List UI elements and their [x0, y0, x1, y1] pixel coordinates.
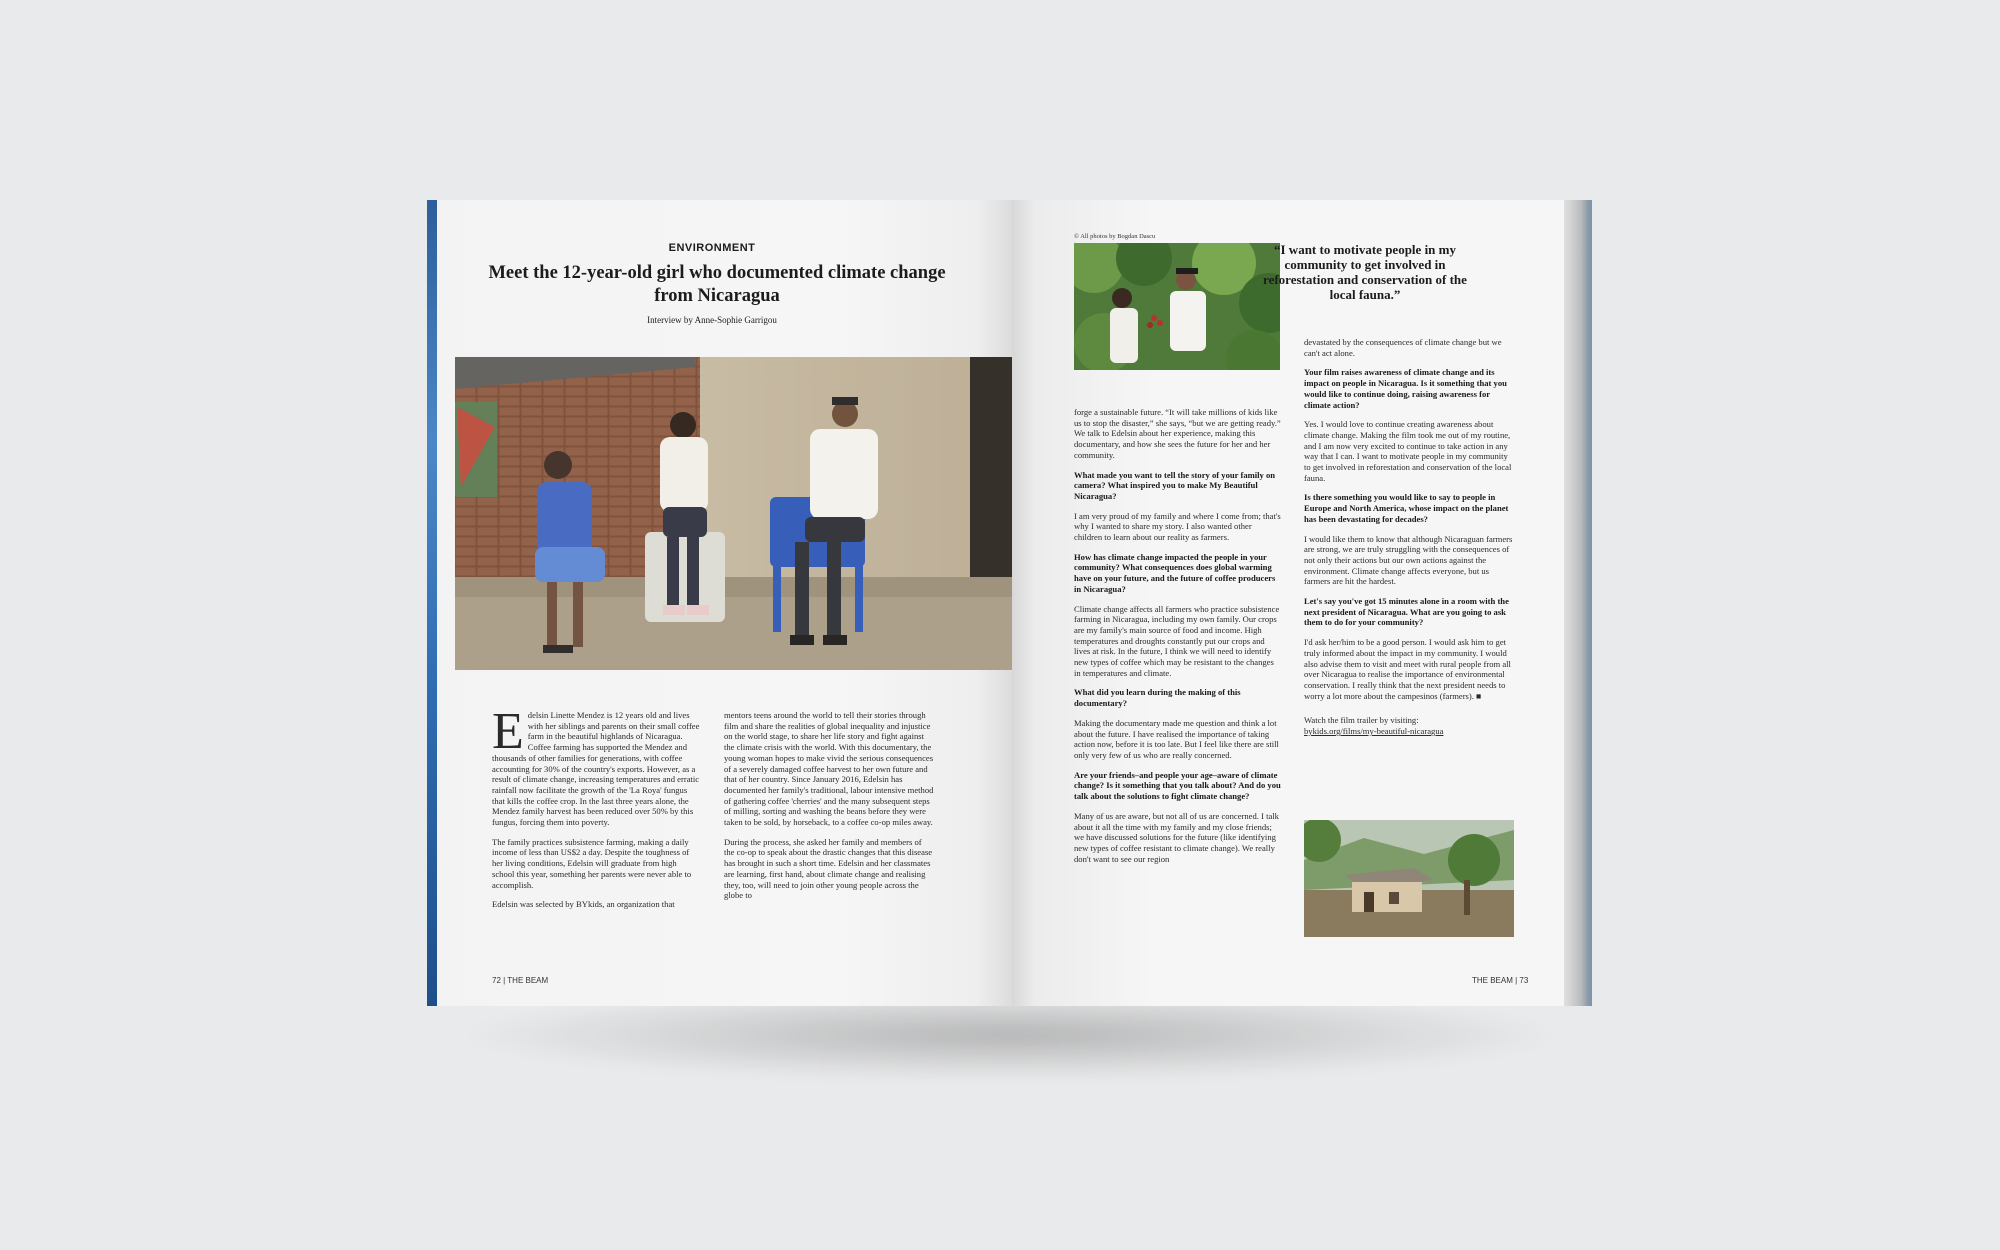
- interview-question: Are your friends–and people your age–aware of climate change? Is it something that you talk about? And do you talk about the solutions to fight climate change?: [1074, 769, 1281, 802]
- paragraph: Many of us are aware, but not all of us are concerned. I talk about it all the time with my family and my close friends; we have discussed solutions for the future (like identifying new types of coffee resistant to climate change). We really don't want to see our region: [1074, 810, 1279, 864]
- paragraph: I'd ask her/him to be a good person. I would ask him to get truly informed about the impact in my community. I would also advise them to visit and meet with rural people from all over Nicaragua to realise the importance of environmental conservation. I really think that the next president needs to worry a lot more about the campesinos (farmers). ■: [1304, 637, 1511, 701]
- page-footer-right: THE BEAM | 73: [1472, 976, 1529, 985]
- paragraph: Climate change affects all farmers who practice subsistence farming in Nicaragua, including my own family. Our crops are my family's main source of food and income. High temperatures and droughts constantly put our crops and lives at risk. In the future, I think we will need to identify new types of coffee which may be resistant to the changes in temperatures and climate.: [1074, 603, 1280, 678]
- paragraph: The family practices subsistence farming, making a daily income of less than US$2 a day. Despite the toughness of her living conditions, Edelsin will graduate from high school this year, something her parents were never able to accomplish.: [492, 836, 692, 890]
- paragraph: mentors teens around the world to tell their stories through film and share the realities of global inequality and injustice on the world stage, to share her life story and fight against the climate crisis with the world. With this documentary, the young woman hopes to make vivid the serious consequences of a severely damaged coffee harvest to her own future and that of her country. Since January 2016, Edelsin has documented her family's traditional, labour intensive method of gathering coffee 'cherries' and the many subsequent steps of milling, sorting and washing the beans before they were taken to be sold, by horseback, to a coffee co-op miles away.: [724, 710, 934, 828]
- paragraph: Yes. I would love to continue creating awareness about climate change. Making the film took me out of my routine, and I am now very excited to continue to take action in any way that I can. I want to motivate people in my community to get involved in reforestation and conservation of the local fauna.: [1304, 419, 1512, 483]
- page-footer-left: 72 | THE BEAM: [492, 976, 549, 985]
- interview-question: How has climate change impacted the people in your community? What consequences does global warming have on your future, and the future of coffee producers in Nicaragua?: [1074, 551, 1276, 594]
- magazine-spread: [427, 200, 1592, 1006]
- paragraph: Making the documentary made me question and think a lot about the future. I have realised the importance of taking action now, before it is too late. But I feel like there are still only very few of us who are really concerned.: [1074, 717, 1279, 760]
- right-page: [1012, 200, 1592, 1006]
- interview-question: What did you learn during the making of this documentary?: [1074, 687, 1241, 709]
- paragraph: devastated by the consequences of climate change but we can't act alone.: [1304, 337, 1502, 358]
- paragraph: I would like them to know that although Nicaraguan farmers are strong, we are truly struggling with the consequences of not only their actions but our own actions against the environment. Climate change affects everyone, but us farmers are hit the hardest.: [1304, 533, 1513, 587]
- coffee-harvest-photo: [1074, 243, 1280, 370]
- paragraph: Edelsin was selected by BYkids, an organization that: [492, 899, 675, 910]
- trailer-note: [1304, 715, 1514, 736]
- page-edges: [1564, 200, 1592, 1006]
- farmhouse-photo: [1304, 820, 1514, 937]
- interview-question: What made you want to tell the story of your family on camera? What inspired you to make My Beautiful Nicaragua?: [1074, 469, 1276, 501]
- interview-question: Is there something you would like to say to people in Europe and North America, whose impact on the planet has been devastating for decades?: [1304, 492, 1509, 524]
- interview-question: Your film raises awareness of climate change and its impact on people in Nicaragua. Is it something that you would like to continue doing, raising awareness for climate action?: [1304, 367, 1507, 410]
- article-byline: Interview by Anne-Sophie Garrigou: [647, 315, 777, 325]
- left-column-2: [724, 710, 934, 910]
- family-photo: [455, 357, 1012, 670]
- pull-quote: “I want to motivate people in my community to get involved in reforestation and conservation of the local fauna.”: [1263, 242, 1467, 302]
- left-page: [427, 200, 1012, 1006]
- right-column-1: [1074, 407, 1282, 873]
- interview-question: Let's say you've got 15 minutes alone in a room with the next president of Nicaragua. What are you going to ask them to do for your community?: [1304, 596, 1509, 628]
- paragraph: During the process, she asked her family and members of the co-op to speak about the drastic changes that this disease has brought in such a short time. Edelsin and her classmates are learning, first hand, about climate change and realising they, too, will need to join other young people across the globe to: [724, 836, 933, 901]
- right-column-2: [1304, 337, 1514, 737]
- trailer-link[interactable]: bykids.org/films/my-beautiful-nicaragua: [1304, 726, 1444, 737]
- paragraph: I am very proud of my family and where I come from; that's why I wanted to share my story. I also wanted other children to learn about our reality as farmers.: [1074, 510, 1281, 543]
- paragraph: forge a sustainable future. “It will take millions of kids like us to stop the disaster,” she says, “but we are getting ready.” We talk to Edelsin about her experience, making this documentary, and how she sees the future for her and her community.: [1074, 407, 1281, 460]
- trailer-label: Watch the film trailer by visiting:: [1304, 715, 1419, 726]
- left-column-1: [492, 703, 700, 919]
- article-headline: Meet the 12-year-old girl who documented climate change from Nicaragua: [488, 263, 946, 306]
- paragraph: delsin Linette Mendez is 12 years old and lives with her siblings and parents on their small coffee farm in the beautiful highlands of Nicaragua. Coffee farming has supported the Mendez and thousands of other families for generations, with coffee accounting for 30% of the country's exports. However, as a result of climate change, increasing temperatures and erratic rainfall now facilitate the growth of the 'La Roya' fungus that kills the coffee crop. In the last three years alone, the Mendez family harvest has been reduced over 50% by this fungus, forcing them into poverty.: [492, 710, 700, 828]
- section-label: ENVIRONMENT: [668, 242, 756, 254]
- photo-credit: © All photos by Bogdan Dascu: [1074, 233, 1156, 240]
- drop-cap: E: [492, 703, 524, 760]
